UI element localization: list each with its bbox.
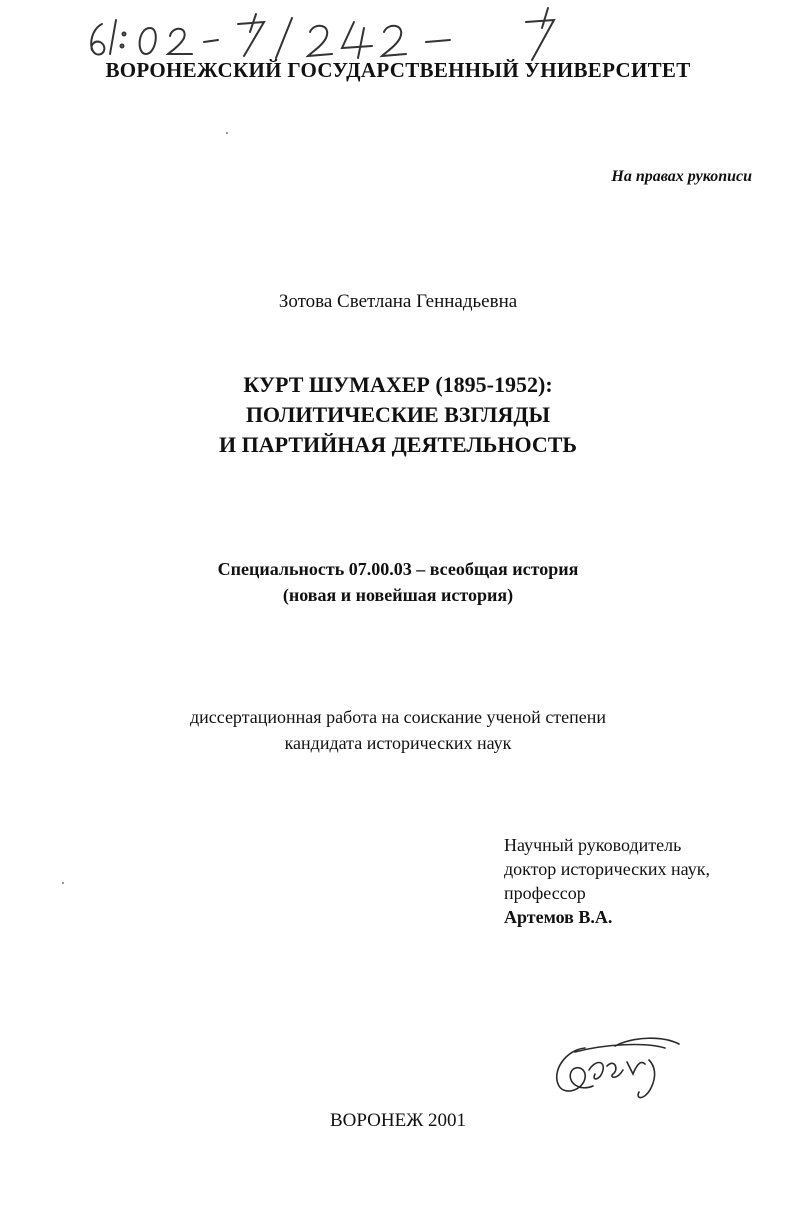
handwritten-signature	[545, 1030, 685, 1105]
advisor-name: Артемов В.А.	[504, 907, 613, 927]
advisor-block	[504, 833, 710, 929]
specialty-line-1: Специальность 07.00.03 – всеобщая история	[217, 559, 579, 579]
title-line-1: КУРТ ШУМАХЕР (1895-1952):	[243, 372, 553, 397]
title-line-3: И ПАРТИЙНАЯ ДЕЯТЕЛЬНОСТЬ	[219, 432, 577, 457]
specialty-block	[0, 556, 796, 608]
advisor-line-3: профессор	[504, 883, 586, 903]
dissertation-title	[0, 370, 796, 460]
dissertation-line-2: кандидата исторических наук	[284, 733, 512, 753]
scan-speck	[62, 882, 64, 884]
title-line-2: ПОЛИТИЧЕСКИЕ ВЗГЛЯДЫ	[245, 402, 551, 427]
handwritten-archive-number	[80, 2, 600, 62]
dissertation-line-1: диссертационная работа на соискание ученой степени	[189, 707, 607, 727]
city-year: ВОРОНЕЖ 2001	[329, 1110, 466, 1131]
scan-speck	[226, 132, 228, 134]
specialty-line-2: (новая и новейшая история)	[282, 585, 514, 605]
dissertation-type	[0, 704, 796, 756]
author-name: Зотова Светлана Геннадьевна	[278, 291, 518, 312]
rights-note: На правах рукописи	[611, 168, 752, 185]
advisor-line-1: Научный руководитель	[504, 835, 682, 855]
advisor-line-2: доктор исторических наук,	[504, 859, 710, 879]
university-name: ВОРОНЕЖСКИЙ ГОСУДАРСТВЕННЫЙ УНИВЕРСИТЕТ	[105, 58, 691, 82]
